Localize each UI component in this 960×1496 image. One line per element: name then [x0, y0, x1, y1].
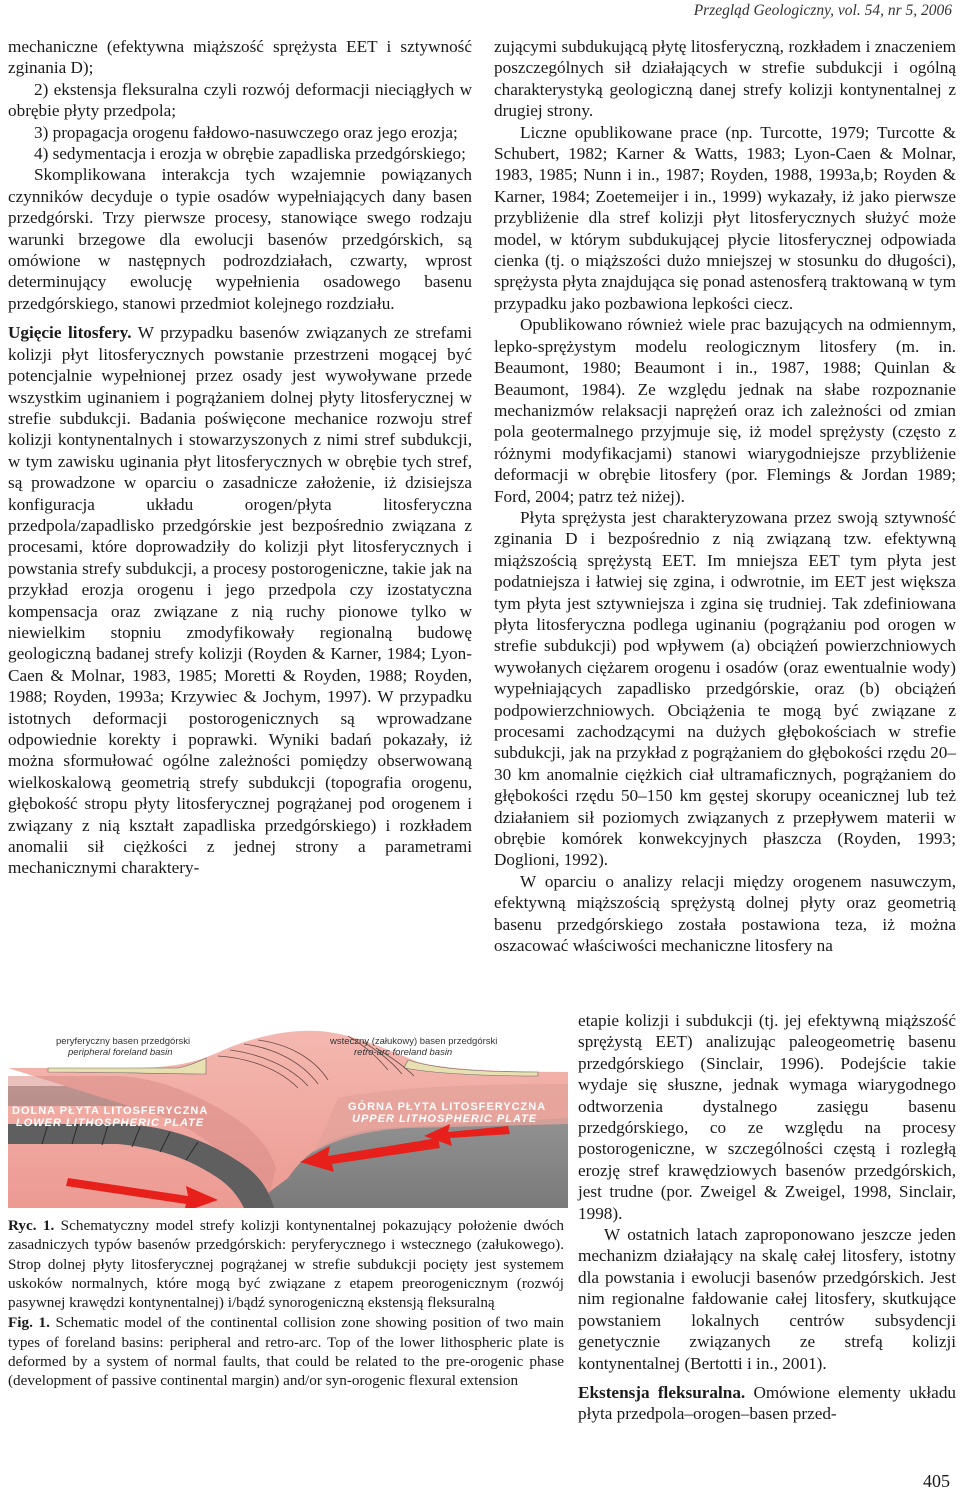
caption-polish — [8, 1216, 564, 1312]
right-column-continued — [578, 1010, 956, 1425]
label-lower-pl: DOLNA PŁYTA LITOSFERYCZNA — [12, 1105, 209, 1117]
paragraph: Płyta sprężysta jest charakteryzowana przez swoją sztywność zginania D i bezpośrednio z nią związaną tzw. efektywną miąższością sprężystą EET. Im mniejsza EET tym płyta jest podatniejsza i łatwiej się zgina, i odwrotnie, im EET jest większa tym płyta jest sztywniejsza i zgina się trudniej. Tak zdefiniowana płyta litosferyczna podlega uginaniu (pogrążaniu pod orogen w strefie subdukcji) pod wpływem (a) obciążeń powierzchniowych wywołanych ciężarem orogenu i osadów (oraz ewentualnie wody) wypełniających zapadlisko przedgórskie, oraz (b) obciążeń podpowierzchniowych. Obciążenia te mogą być związane z procesami zachodzącymi na dużych głębokościach w strefie subdukcji, jak na przykład z pogrążaniem do głębokości rzędu 20–30 km anomalnie ciężkich ciał ultramaficznych, pogrążaniem do głębokości rzędu 50–150 km gęstej skorupy oceanicznej lub też działaniem sił poziomych związanych z przepływem materii w obrębie komórek konwekcyjnych płaszcza (Royden, 1993; Doglioni, 1992). — [494, 507, 956, 870]
label-lower-en: LOWER LITHOSPHERIC PLATE — [16, 1117, 205, 1129]
paragraph: Skomplikowana interakcja tych wzajemnie powiązanych czynników decyduje o typie osadów wypełniających dany basen przedgórski. Trzy pierwsze procesy, stanowiące swego rodzaju warunki brzegowe dla ewolucji basenów przedgórskich, są omówione w następnych podrozdziałach, czwarty, wprost determinujący ewolucję wypełnienia osadowego basenu przedgórskiego, stanowi przedmiot kolejnego rozdziału. — [8, 165, 472, 313]
paragraph: Opublikowano również wiele prac bazujących na odmiennym, lepko-sprężystym modelu reologicznym litosfery (m. in. Beaumont, 1980; Beaumont i in., 1987, 1988; Quinlan & Beaumont, 1984). Ze względu jednak na słabe rozpoznanie mechanizmów relaksacji naprężeń oraz ich zależności od zmian pola geotermalnego przyjmuje się, iż model sprężysty (często z różnymi modyfikacjami) stanowi wiarygodniejsze przybliżenie deformacji w obrębie litosfery (por. Flemings & Jordan 1989; Ford, 2004; patrz też niżej). — [494, 315, 956, 506]
section-heading: Ekstensja fleksuralna. — [578, 1382, 746, 1402]
journal-header: Przegląd Geologiczny, vol. 54, nr 5, 2006 — [693, 2, 952, 19]
figure-collision-zone — [8, 1028, 568, 1208]
paragraph-text: W przypadku basenów związanych ze strefami kolizji płyt litosferycznych powstanie przestrzeni mogącej być potencjalnie wypełnionej przez osady jest wywoływane przede wszystkim uginaniem i pogrążaniem dolnej płyty litosferycznej w strefie subdukcji. Badania poświęcone mechanice rozwoju stref kolizji kontynentalnych i stowarzyszonych z nimi stref subdukcji, w tym zawisku uginania płyt litosferycznych w obrębie tych stref, są prowadzone w oparciu o zasadnicze założenie, iż dzisiejsza konfiguracja układu orogen/płyta litosferyczna przedpola/zapadlisko przedgórskie jest bezpośrednio związana z procesami, które doprowadziły do kolizji płyt litosferycznych i powstania strefy subdukcji, a procesy postorogeniczne, takie jak na przykład erozja orogenu i jego przedpola czy izostatyczna kompensacja oraz związane z nią ruchy pionowe tylko w niewielkim stopniu zmodyfikowały regionalną budowę geologiczną badanej strefy kolizji (Royden & Karner, 1984; Lyon-Caen & Molnar, 1983, 1985; Moretti & Royden, 1988; Royden, 1988; Royden, 1993a; Krzywiec & Jochym, 1997). W przypadku istotnych deformacji postorogenicznych są wprowadzane odpowiednie korekty i poprawki. Wyniki badań pokazały, iż można sformułować ogólne zależności pomiędzy obserwowaną wielkoskalową geometrią strefy subdukcji (topografia orogenu, głębokość stropu płyty litosferycznej pogrążanej pod orogenem i związany z nią kształt zapadliska przedgórskiego) i rozkładem anomalii sił ciężkości z jednej strony a parametrami mechanicznymi charaktery- — [8, 323, 472, 878]
label-peripheral-en: peripheral foreland basin — [68, 1047, 173, 1058]
paragraph: etapie kolizji i subdukcji (tj. jej efektywną miąższość sprężystą EET) analizując paleogeometrię basenu przedgórskiego (Sinclair, 1996). Podejście takie wydaje się słuszne, jednak wymaga wiarygodnego odtworzenia dystalnego zasięgu basenu przedgórskiego, co ze względu na procesy postorogeniczne, w szczególności częstą i rozległą erozję stref krawędziowych basenów przedgórskich, jest trudne (por. Zweigel & Zweigel, 1998, Sinclair, 1998). — [578, 1011, 956, 1223]
paragraph: 4) sedymentacja i erozja w obrębie zapadliska przedgórskiego; — [34, 144, 466, 164]
paragraph: W oparciu o analizy relacji między orogenem nasuwczym, efektywną miąższością sprężystą dolnej płyty oraz geometrią basenu przedgórskiego została postawiona teza, iż można oszacować właściwości mechaniczne litosfery na — [494, 871, 956, 956]
paragraph: Liczne opublikowane prace (np. Turcotte, 1979; Turcotte & Schubert, 1982; Karner & Watts, 1983; Lyon-Caen & Molnar, 1983, 1985; Nunn i in., 1987; Royden, 1988, 1993a,b; Royden & Karner, 1984; Zoetemeijer i in., 1999) wykazały, iż jako pierwsze przybliżenie dla stref kolizji płyt litosferycznych służyć może model, w którym subdukującej płycie litosferycznej odpowiada cienka (tj. o miąższości dużo mniejszej w stosunku do długości), sprężysta płyta znajdująca się ponad astenosferą traktowaną w tym przypadku jako pozbawiona lepkości ciecz. — [494, 122, 956, 313]
label-retro-en: retro-arc foreland basin — [354, 1047, 453, 1058]
caption-text: Schematyczny model strefy kolizji kontynentalnej pokazujący położenie dwóch zasadniczych typów basenów przedgórskich: peryferycznego i wstecznego (załukowego). Strop dolnej płyty litosferycznej pogrążanej w strefie subdukcji pocięty jest systemem uskoków normalnych, które mogą być związane z etapem preorogenicznym (rozwój pasywnej krawędzi kontynentalnej) i/bądź synorogeniczną ekstensją fleksuralną — [8, 1217, 564, 1312]
paragraph — [8, 322, 472, 879]
right-column — [494, 36, 956, 956]
left-column — [8, 36, 472, 879]
page-number: 405 — [923, 1471, 950, 1491]
caption-label: Fig. 1. — [8, 1314, 50, 1332]
label-upper-pl: GÓRNA PŁYTA LITOSFERYCZNA — [348, 1101, 547, 1113]
paragraph-text: Omówione elementy układu płyta przedpola–orogen–basen przed- — [578, 1382, 957, 1424]
caption-label: Ryc. 1. — [8, 1217, 55, 1234]
label-peripheral-pl: peryferyczny basen przedgórski — [56, 1036, 191, 1047]
paragraph: mechaniczne (efektywna miąższość sprężysta EET i sztywność zginania D); — [8, 37, 472, 78]
caption-english — [8, 1313, 564, 1390]
label-retro-pl: wsteczny (załukowy) basen przedgórski — [330, 1036, 498, 1047]
paragraph: 2) ekstensja fleksuralna czyli rozwój deformacji nieciągłych w obrębie płyty przedpola; — [8, 79, 472, 121]
figure-diagram — [8, 1028, 568, 1208]
paragraph: zującymi subdukującą płytę litosferyczną, rozkładem i znaczeniem poszczególnych sił działających w strefie subdukcji i ogólną charakterystyką geologiczną danej strefy kolizji kontynentalnej z drugiej strony. — [494, 37, 956, 121]
caption-text: Schematic model of the continental collision zone showing position of two main types of foreland basins: peripheral and retro-arc. Top of the lower lithospheric plate is deformed by a system of normal faults, that could be related to the pre-orogenic phase (development of passive continental margin) and/or syn-orogenic flexural extension — [8, 1314, 565, 1390]
paragraph: W ostatnich latach zaproponowano jeszcze jeden mechanizm działający na skalę całej litosfery, istotny dla powstania i ewolucji basenów przedgórskich. Jest nim regionalne fałdowanie całej litosfery, skutkujące powstaniem lokalnych centrów subsydencji genetycznie związanych ze strefą kolizji kontynentalnej (Bertotti i in., 2001). — [578, 1225, 956, 1373]
label-upper-en: UPPER LITHOSPHERIC PLATE — [352, 1113, 538, 1125]
section-heading: Ugięcie litosfery. — [8, 323, 132, 343]
figure-caption — [8, 1216, 564, 1391]
paragraph: 3) propagacja orogenu fałdowo-nasuwczego oraz jego erozja; — [34, 122, 458, 142]
paragraph — [578, 1382, 956, 1425]
